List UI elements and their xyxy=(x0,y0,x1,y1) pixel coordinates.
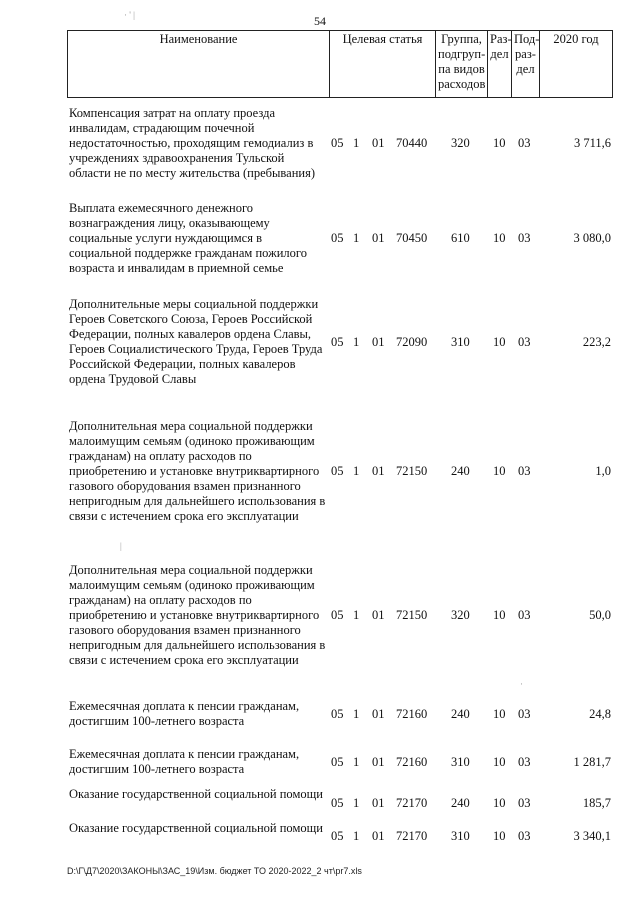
row-subsection: 03 xyxy=(518,796,531,810)
row-group: 610 xyxy=(451,231,470,245)
header-group: Группа, подгруп-па видов расходов xyxy=(436,31,488,98)
row-code-2: 1 xyxy=(353,136,360,150)
row-code-2: 1 xyxy=(353,335,360,349)
row-group: 310 xyxy=(451,829,470,843)
row-group: 310 xyxy=(451,755,470,769)
row-section: 10 xyxy=(493,608,506,622)
row-section: 10 xyxy=(493,464,506,478)
row-code-4: 70440 xyxy=(396,136,428,150)
row-code-3: 01 xyxy=(372,136,385,150)
row-subsection: 03 xyxy=(518,136,531,150)
scan-speck: · xyxy=(520,679,523,689)
row-code-2: 1 xyxy=(353,796,360,810)
row-code-1: 05 xyxy=(331,796,344,810)
row-section: 10 xyxy=(493,136,506,150)
row-group: 320 xyxy=(451,136,470,150)
row-name: Оказание государственной социальной помощи xyxy=(69,821,323,835)
row-code-3: 01 xyxy=(372,796,385,810)
row-amount: 1 281,7 xyxy=(573,755,611,769)
row-amount: 50,0 xyxy=(589,608,611,622)
row-code-1: 05 xyxy=(331,464,344,478)
row-subsection: 03 xyxy=(518,829,531,843)
row-section: 10 xyxy=(493,755,506,769)
row-code-4: 72160 xyxy=(396,755,428,769)
row-code-2: 1 xyxy=(353,829,360,843)
row-subsection: 03 xyxy=(518,231,531,245)
row-code-3: 01 xyxy=(372,755,385,769)
row-name: Дополнительная мера социальной поддержки малоимущим семьям (одиноко проживающим гражданам) на оплату расходов по приобретению и установке внутриквартирного газового оборудования взамен признанного непригодным для дальнейшего использования в связи с истечением срока его эксплуатации xyxy=(69,563,326,667)
table-header xyxy=(67,30,613,98)
row-code-2: 1 xyxy=(353,707,360,721)
row-subsection: 03 xyxy=(518,335,531,349)
row-amount: 185,7 xyxy=(582,796,611,810)
row-code-1: 05 xyxy=(331,707,344,721)
row-code-1: 05 xyxy=(331,829,344,843)
row-name: Ежемесячная доплата к пенсии гражданам, достигшим 100-летнего возраста xyxy=(69,747,300,776)
header-subsection: Под-раз-дел xyxy=(512,31,540,98)
row-group: 240 xyxy=(451,464,470,478)
row-code-4: 72160 xyxy=(396,707,428,721)
row-code-4: 72090 xyxy=(396,335,428,349)
row-name: Оказание государственной социальной помощи xyxy=(69,787,323,801)
row-section: 10 xyxy=(493,231,506,245)
row-amount: 3 340,1 xyxy=(573,829,611,843)
header-section: Раз-дел xyxy=(488,31,512,98)
header-target: Целевая статья xyxy=(330,31,436,98)
row-subsection: 03 xyxy=(518,707,531,721)
row-code-1: 05 xyxy=(331,231,344,245)
row-code-2: 1 xyxy=(353,464,360,478)
row-amount: 223,2 xyxy=(582,335,611,349)
row-code-2: 1 xyxy=(353,231,360,245)
row-group: 240 xyxy=(451,707,470,721)
row-subsection: 03 xyxy=(518,608,531,622)
row-code-3: 01 xyxy=(372,707,385,721)
row-code-1: 05 xyxy=(331,608,344,622)
row-section: 10 xyxy=(493,829,506,843)
row-code-4: 72150 xyxy=(396,608,428,622)
row-amount: 24,8 xyxy=(589,707,611,721)
row-name: Ежемесячная доплата к пенсии гражданам, достигшим 100-летнего возраста xyxy=(69,699,300,728)
row-code-3: 01 xyxy=(372,231,385,245)
row-subsection: 03 xyxy=(518,464,531,478)
page-number: 54 xyxy=(314,14,326,28)
row-section: 10 xyxy=(493,707,506,721)
row-section: 10 xyxy=(493,796,506,810)
row-code-4: 72170 xyxy=(396,796,428,810)
footer-file-path: D:\Г\Д7\2020\ЗАКОНЫ\ЗАС_19\Изм. бюджет ТО 2020-2022_2 чт\pr7.xls xyxy=(67,866,362,876)
row-name: Дополнительные меры социальной поддержки Героев Советского Союза, Героев Российской Федерации, полных кавалеров ордена Славы, Героев Социалистического Труда, Героев Труда Российской Федерации, полных кавалеров ордена Трудовой Славы xyxy=(69,297,323,386)
row-section: 10 xyxy=(493,335,506,349)
scan-speck: · ' | xyxy=(124,10,135,20)
row-code-4: 72170 xyxy=(396,829,428,843)
header-year: 2020 год xyxy=(540,31,613,98)
header-name: Наименование xyxy=(68,31,330,98)
row-amount: 3 080,0 xyxy=(573,231,611,245)
row-code-2: 1 xyxy=(353,608,360,622)
row-amount: 3 711,6 xyxy=(573,136,611,150)
row-subsection: 03 xyxy=(518,755,531,769)
row-code-3: 01 xyxy=(372,608,385,622)
row-code-4: 70450 xyxy=(396,231,428,245)
row-code-4: 72150 xyxy=(396,464,428,478)
scan-speck: | xyxy=(120,541,122,551)
row-group: 310 xyxy=(451,335,470,349)
row-group: 320 xyxy=(451,608,470,622)
row-code-3: 01 xyxy=(372,829,385,843)
row-amount: 1,0 xyxy=(595,464,611,478)
row-name: Дополнительная мера социальной поддержки малоимущим семьям (одиноко проживающим гражданам) на оплату расходов по приобретению и установке внутриквартирного газового оборудования взамен признанного непригодным для дальнейшего использования в связи с истечением срока его эксплуатации xyxy=(69,419,326,523)
row-name: Выплата ежемесячного денежного вознаграждения лицу, оказывающему социальные услуги нуждающимся в социальной поддержке гражданам пожилого возраста и инвалидам в приемной семье xyxy=(69,201,307,275)
row-group: 240 xyxy=(451,796,470,810)
row-code-1: 05 xyxy=(331,755,344,769)
row-code-3: 01 xyxy=(372,464,385,478)
row-code-1: 05 xyxy=(331,136,344,150)
row-code-1: 05 xyxy=(331,335,344,349)
row-code-2: 1 xyxy=(353,755,360,769)
row-name: Компенсация затрат на оплату проезда инвалидам, страдающим почечной недостаточностью, проходящим гемодиализ в учреждениях здравоохранения Тульской области не по месту жительства (пребывания) xyxy=(69,106,316,180)
row-code-3: 01 xyxy=(372,335,385,349)
